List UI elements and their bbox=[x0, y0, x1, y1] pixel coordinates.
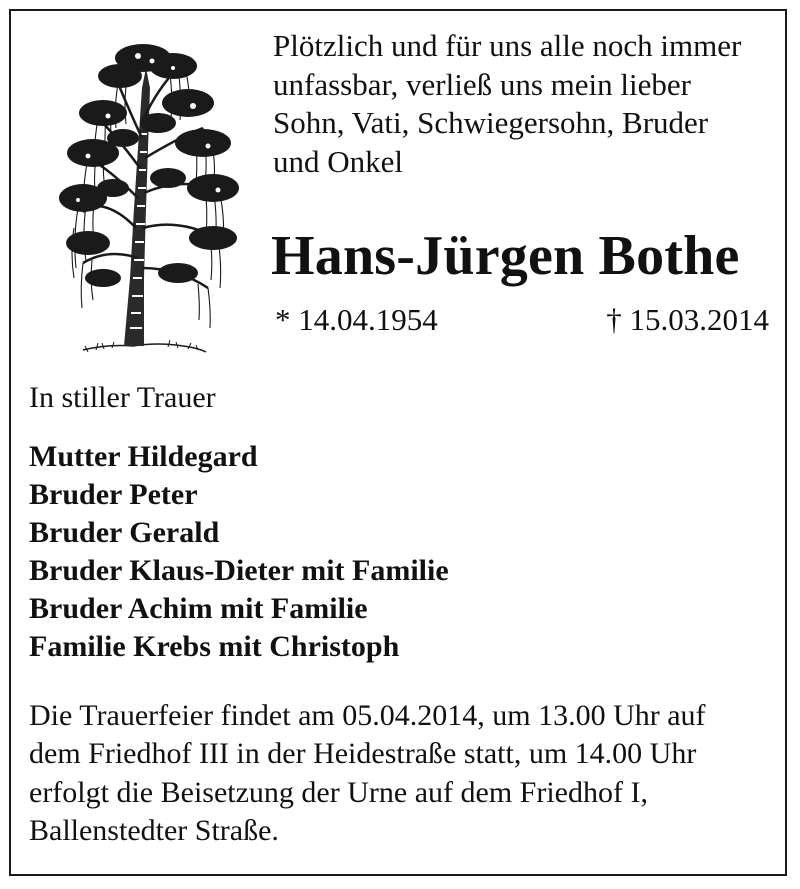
notice-line: erfolgt die Beisetzung der Urne auf dem Friedhof I, bbox=[29, 775, 648, 809]
death-date: † 15.03.2014 bbox=[606, 302, 769, 337]
service-notice bbox=[29, 697, 784, 850]
intro-line: und Onkel bbox=[273, 143, 404, 179]
birth-date: * 14.04.1954 bbox=[275, 302, 438, 337]
family-member: Mutter Hildegard bbox=[29, 440, 258, 473]
family-list bbox=[29, 438, 449, 666]
intro-text bbox=[273, 27, 783, 181]
family-member: Bruder Gerald bbox=[29, 516, 220, 549]
family-member: Familie Krebs mit Christoph bbox=[29, 630, 400, 663]
deceased-name: Hans-Jürgen Bothe bbox=[271, 225, 740, 287]
birch-tree-icon bbox=[48, 28, 248, 368]
family-member: Bruder Peter bbox=[29, 478, 198, 511]
intro-line: unfassbar, verließ uns mein lieber bbox=[273, 66, 691, 102]
family-member: Bruder Klaus-Dieter mit Familie bbox=[29, 554, 449, 587]
notice-line: dem Friedhof III in der Heidestraße statt, um 14.00 Uhr bbox=[29, 737, 697, 771]
intro-line: Plötzlich und für uns alle noch immer bbox=[273, 28, 742, 63]
family-member: Bruder Achim mit Familie bbox=[29, 592, 368, 625]
intro-line: Sohn, Vati, Schwiegersohn, Bruder bbox=[273, 105, 709, 140]
notice-line: Ballenstedter Straße. bbox=[29, 813, 279, 847]
mourning-heading: In stiller Trauer bbox=[29, 381, 216, 414]
notice-line: Die Trauerfeier findet am 05.04.2014, um 13.00 Uhr auf bbox=[29, 699, 706, 732]
